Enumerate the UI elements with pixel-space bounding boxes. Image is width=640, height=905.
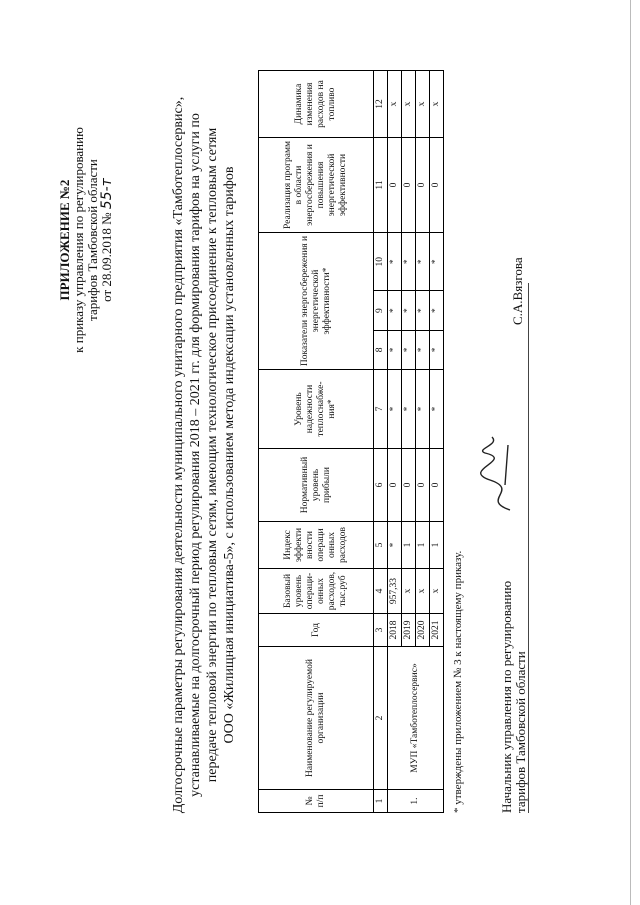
cell-reliability: * (388, 370, 402, 449)
cell-energy-10: * (430, 233, 444, 291)
table-header-row (259, 71, 374, 813)
cell-energy-10: * (402, 233, 416, 291)
cell-fuel: х (402, 71, 416, 138)
col-num: 2 (374, 647, 388, 790)
cell-year: 2021 (430, 614, 444, 647)
signer-title-line-1: Начальник управления по регулированию (499, 580, 514, 813)
cell-efficiency-index: * (388, 522, 402, 569)
appendix-authority-line: тарифов Тамбовской области (85, 159, 100, 321)
cell-year: 2018 (388, 614, 402, 647)
title-line-1: Долгосрочные параметры регулирования деятельности муниципального унитарного предприятия «Тамботеплосервис», (171, 96, 186, 814)
header-num: № п/п (259, 790, 374, 813)
cell-fuel: х (416, 71, 430, 138)
cell-energy-8: * (430, 330, 444, 369)
col-num: 7 (374, 370, 388, 449)
col-num: 3 (374, 614, 388, 647)
col-num: 10 (374, 233, 388, 291)
cell-profit: 0 (402, 449, 416, 522)
title-line-3: передаче тепловой энергии по тепловым сетям, имеющим технологическое присоединение к тепловым сетям (205, 127, 220, 783)
cell-programs: 0 (416, 138, 430, 233)
cell-profit: 0 (430, 449, 444, 522)
row-number: 1. (388, 790, 444, 813)
cell-reliability: * (416, 370, 430, 449)
cell-base-opex: х (402, 569, 416, 614)
cell-base-opex: х (416, 569, 430, 614)
cell-year: 2019 (402, 614, 416, 647)
cell-energy-10: * (388, 233, 402, 291)
org-name: МУП «Тамботеплосервис» (388, 647, 444, 790)
handwritten-signature (470, 425, 530, 515)
cell-efficiency-index: 1 (430, 522, 444, 569)
cell-programs: 0 (402, 138, 416, 233)
cell-fuel: х (388, 71, 402, 138)
col-num: 1 (374, 790, 388, 813)
col-num: 4 (374, 569, 388, 614)
col-num: 12 (374, 71, 388, 138)
appendix-order-line: к приказу управления по регулированию (71, 127, 86, 353)
appendix-header (58, 110, 114, 370)
header-efficiency-index: Индекс эффекти вности операци онных расходов (259, 522, 374, 569)
cell-programs: 0 (388, 138, 402, 233)
signer-name: С.А.Вязгова (510, 257, 525, 325)
column-number-row (374, 71, 388, 813)
cell-base-opex: х (430, 569, 444, 614)
cell-profit: 0 (416, 449, 430, 522)
title-line-2: устанавливаемые на долгосрочный период регулирования 2018 – 2021 гг. для формирования тарифов на услуги по (188, 113, 203, 797)
cell-reliability: * (430, 370, 444, 449)
cell-efficiency-index: 1 (402, 522, 416, 569)
col-num: 5 (374, 522, 388, 569)
table-row (388, 71, 402, 813)
col-num: 9 (374, 291, 388, 330)
cell-energy-9: * (416, 291, 430, 330)
signature-rule (528, 283, 529, 813)
cell-energy-9: * (402, 291, 416, 330)
header-profit-level: Нормативный уровень прибыли (259, 449, 374, 522)
header-org: Наименование регулируемой организации (259, 647, 374, 790)
header-base-opex: Базовый уровень операци-онных расходов, тыс.руб (259, 569, 374, 614)
cell-reliability: * (402, 370, 416, 449)
header-energy-efficiency: Показатели энергосбережения и энергетической эффективности* (259, 233, 374, 370)
header-energy-programs: Реализация программ в области энергосбережения и повышения энергетической эффективности (259, 138, 374, 233)
page-edge-line (630, 0, 631, 905)
cell-energy-10: * (416, 233, 430, 291)
appendix-title: ПРИЛОЖЕНИЕ №2 (57, 179, 72, 301)
col-num: 8 (374, 330, 388, 369)
header-reliability: Уровень надежности теплоснабже-ния* (259, 370, 374, 449)
cell-programs: 0 (430, 138, 444, 233)
cell-efficiency-index: 1 (416, 522, 430, 569)
document-title (170, 95, 238, 815)
cell-energy-9: * (388, 291, 402, 330)
appendix-date-line (100, 110, 114, 370)
appendix-date: от 28.09.2018 № (99, 212, 114, 302)
cell-energy-8: * (402, 330, 416, 369)
footnote: * утверждены приложением № 3 к настоящему приказу. (452, 550, 464, 813)
handwritten-order-number: 55-т (99, 178, 115, 210)
cell-energy-8: * (416, 330, 430, 369)
header-fuel-dynamics: Динамика изменения расходов на топливо (259, 71, 374, 138)
cell-profit: 0 (388, 449, 402, 522)
cell-fuel: х (430, 71, 444, 138)
signer-title-line-2: тарифов Тамбовской области (513, 651, 528, 813)
col-num: 11 (374, 138, 388, 233)
cell-energy-8: * (388, 330, 402, 369)
cell-base-opex: 957,33 (388, 569, 402, 614)
cell-year: 2020 (416, 614, 430, 647)
signer-title (500, 581, 528, 813)
cell-energy-9: * (430, 291, 444, 330)
col-num: 6 (374, 449, 388, 522)
title-line-4: ООО «Жилищная инициатива-5», с использованием метода индексации установленных тарифов (222, 166, 237, 744)
parameters-table (258, 70, 444, 813)
header-year: Год (259, 614, 374, 647)
